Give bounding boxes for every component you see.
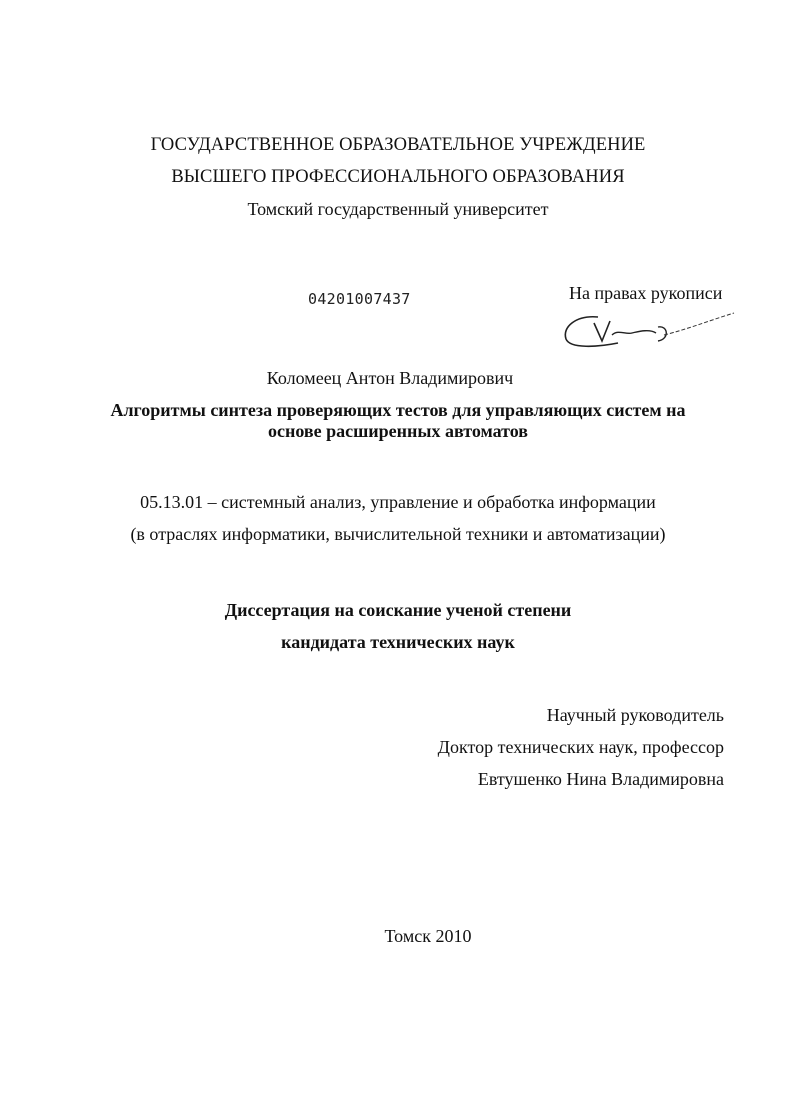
author-signature bbox=[558, 305, 738, 353]
supervisor-credentials: Доктор технических наук, профессор bbox=[437, 737, 724, 757]
rights-note: На правах рукописи bbox=[569, 283, 723, 303]
specialty-line-2: (в отраслях информатики, вычислительной техники и автоматизации) bbox=[130, 524, 666, 544]
institution-line-1: ГОСУДАРСТВЕННОЕ ОБРАЗОВАТЕЛЬНОЕ УЧРЕЖДЕНИЕ bbox=[150, 135, 646, 155]
supervisor-name: Евтушенко Нина Владимировна bbox=[477, 769, 724, 789]
degree-line-1: Диссертация на соискание ученой степени bbox=[224, 600, 572, 620]
specialty-line-1: 05.13.01 – системный анализ, управление и обработка информации bbox=[140, 492, 656, 512]
title-line-2: основе расширенных автоматов bbox=[267, 421, 529, 441]
author-name: Коломеец Антон Владимирович bbox=[266, 368, 514, 388]
degree-line-2: кандидата технических наук bbox=[281, 632, 515, 652]
registry-number: 04201007437 bbox=[308, 290, 411, 308]
title-line-1: Алгоритмы синтеза проверяющих тестов для управляющих систем на bbox=[110, 400, 686, 420]
institution-line-2: ВЫСШЕГО ПРОФЕССИОНАЛЬНОГО ОБРАЗОВАНИЯ bbox=[171, 167, 625, 187]
city-year: Томск 2010 bbox=[384, 926, 472, 946]
university-name: Томский государственный университет bbox=[247, 199, 549, 219]
supervisor-role: Научный руководитель bbox=[546, 705, 724, 725]
